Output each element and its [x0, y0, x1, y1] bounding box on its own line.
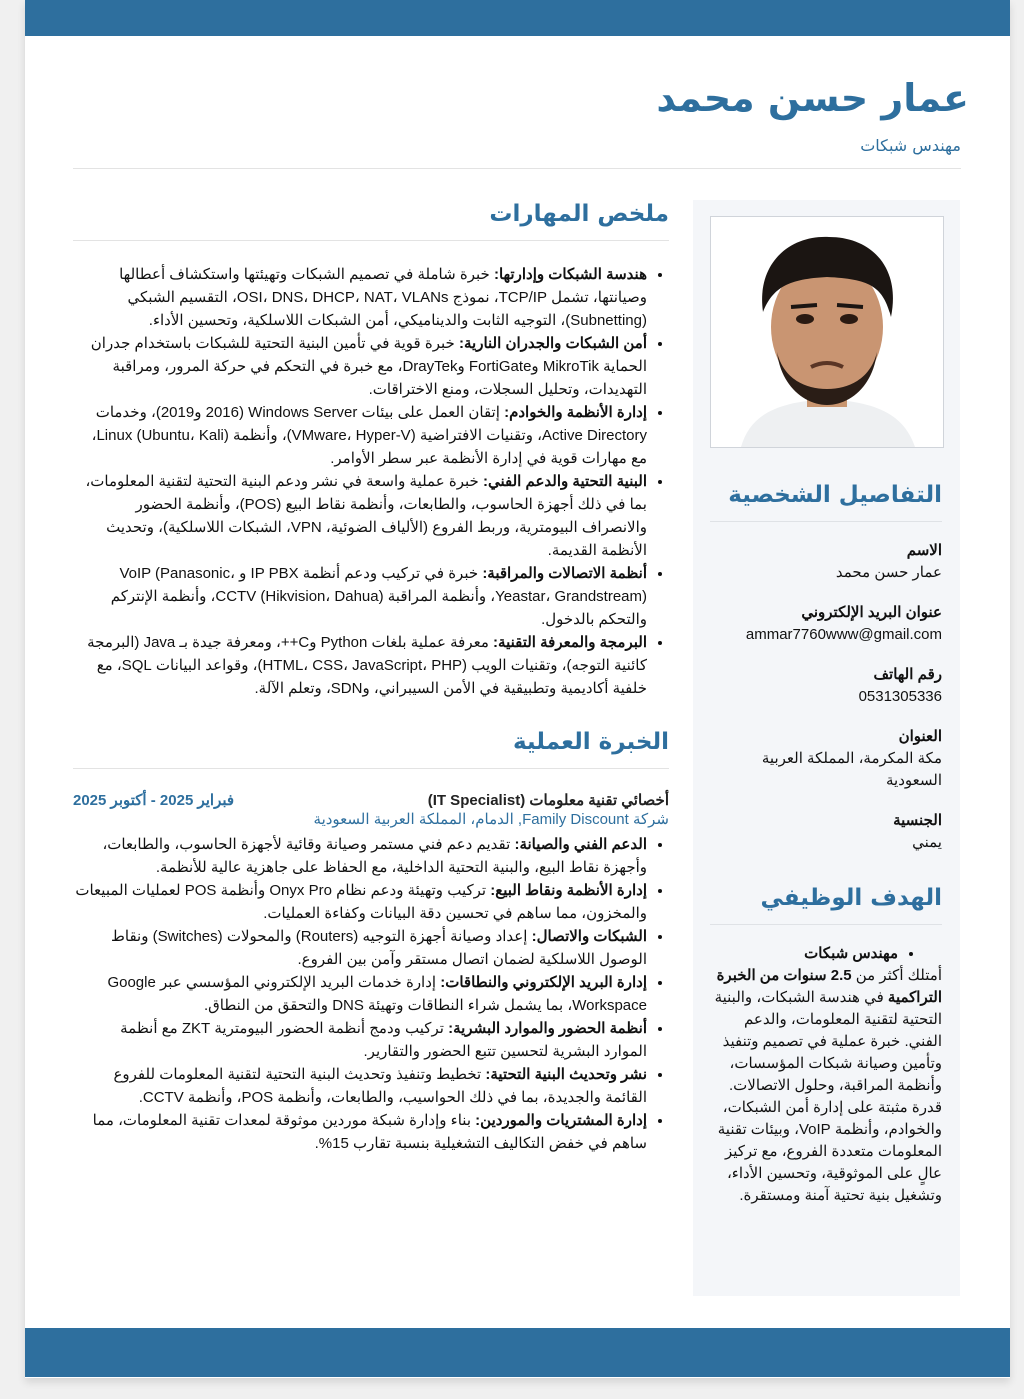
detail-value: مكة المكرمة، المملكة العربية السعودية — [761, 750, 942, 790]
job-bullet-label: إدارة البريد الإلكتروني والنطاقات: — [440, 974, 647, 991]
job-bullet — [73, 879, 647, 925]
job-entry — [73, 791, 669, 1155]
job-bullet-label: الدعم الفني والصيانة: — [514, 836, 647, 853]
skill-item — [73, 263, 647, 332]
job-bullet — [73, 971, 647, 1017]
job-bullet-label: إدارة المشتريات والموردين: — [475, 1112, 647, 1129]
detail-label: عنوان البريد الإلكتروني — [801, 604, 942, 622]
job-bullet-label: إدارة الأنظمة ونقاط البيع: — [490, 882, 647, 899]
job-bullet — [73, 833, 647, 879]
job-bullet-text: إدارة خدمات البريد الإلكتروني المؤسسي عبر Google Workspace، بما يشمل شراء النطاقات وتهيئة DNS والتحقق من النطاق. — [107, 974, 647, 1014]
job-bullet-text: تركيب وتهيئة ودعم نظام Onyx Pro وأنظمة POS لعمليات المبيعات والمخزون، مما ساهم في تحسين دقة البيانات وكفاءة العمليات. — [75, 882, 647, 922]
resume-page — [25, 0, 1010, 1378]
skills-heading: ملخص المهارات — [73, 196, 669, 241]
skills-section — [73, 196, 669, 700]
objective-section — [710, 943, 942, 1207]
objective-bullet: • مهندس شبكات — [710, 943, 898, 965]
sidebar-content — [710, 458, 942, 1207]
job-bullet-text: تركيب ودمج أنظمة الحضور البيومترية ZKT مع أنظمة الموارد البشرية لتحسين تتبع الحضور والتقارير. — [120, 1020, 647, 1060]
detail-value: يمني — [912, 834, 942, 852]
skills-list — [73, 263, 669, 700]
bottom-accent-bar — [25, 1328, 1010, 1377]
skill-label: البنية التحتية والدعم الفني: — [482, 473, 647, 490]
phone-value: 0531305336 — [858, 688, 942, 706]
profile-photo — [710, 216, 944, 448]
detail-address — [710, 726, 942, 792]
skill-text: خبرة شاملة في تصميم الشبكات وتهيئتها واستكشاف أعطالها وصيانتها، تشمل TCP/IP، نموذج OSI، DNS، DHCP، NAT، VLANs، التقسيم الشبكي (Subnetting)، التوجيه الثابت والديناميكي، أمن الشبكات اللاسلكية، وتحسين الأداء. — [119, 266, 647, 329]
objective-text-end: في هندسة الشبكات، والبنية التحتية لتقنية المعلومات، والدعم الفني. خبرة عملية في تصميم وتنفيذ وتأمين وصيانة شبكات المؤسسات، وأنظمة المراقبة، وحلول الاتصالات. قدرة مثبتة على إدارة أمن الشبكات، والخوادم، وأنظمة VoIP، وبيئات تقنية المعلومات متعددة الفروع، مع تركيز عالٍ على الموثوقية، وتحسين الأداء، وتشغيل بنية تحتية آمنة ومستقرة. — [714, 989, 942, 1205]
job-company: شركة Family Discount, الدمام، المملكة العربية السعودية — [313, 811, 669, 828]
skill-text: خبرة في تركيب ودعم أنظمة IP PBX و VoIP (Panasonic، Yeastar، Grandstream)، وأنظمة المراقبة CCTV (Hikvision، Dahua)، وأنظمة الإنتركم والتحكم بالدخول. — [110, 565, 647, 628]
skill-item — [73, 631, 647, 700]
job-dates: فبراير 2025 - أكتوبر 2025 — [73, 792, 235, 809]
skill-item — [73, 401, 647, 470]
job-bullets — [73, 833, 669, 1155]
job-header — [73, 791, 669, 809]
skill-label: أنظمة الاتصالات والمراقبة: — [482, 565, 647, 582]
skill-label: البرمجة والمعرفة التقنية: — [493, 634, 647, 651]
job-title: أخصائي تقنية معلومات (IT Specialist) — [427, 792, 669, 809]
skill-label: أمن الشبكات والجدران النارية: — [459, 335, 647, 352]
skill-label: هندسة الشبكات وإدارتها: — [493, 266, 647, 283]
experience-heading: الخبرة العملية — [73, 724, 669, 769]
top-accent-bar — [25, 0, 1010, 36]
job-bullet — [73, 1017, 647, 1063]
candidate-title: مهندس شبكات — [860, 136, 961, 155]
main-column — [73, 196, 669, 1155]
skill-text: معرفة عملية بلغات Python وC++، ومعرفة جيدة بـ Java (البرمجة كائنية التوجه)، وتقنيات الويب (HTML، CSS، JavaScript، PHP)، وقواعد البيانات SQL، مع خلفية أكاديمية وتطبيقية في الأمن السيبراني، وSDN، وتعلم الآلة. — [87, 634, 647, 697]
skill-item — [73, 562, 647, 631]
job-bullet-label: نشر وتحديث البنية التحتية: — [485, 1066, 647, 1083]
job-bullet-label: الشبكات والاتصال: — [531, 928, 647, 945]
skill-text: خبرة عملية واسعة في نشر ودعم البنية التحتية لتقنية المعلومات، بما في ذلك أجهزة الحاسوب، والطابعات، وأنظمة نقاط البيع (POS)، وأنظمة الحضور والانصراف البيومترية، وربط الفروع (الألياف الضوئية، VPN، الشبكات اللاسلكية)، وتحديث الأنظمة القديمة. — [85, 473, 647, 559]
objective-text-start: أمتلك أكثر من — [851, 967, 942, 985]
job-bullet-text: بناء وإدارة شبكة موردين موثوقة لمعدات تقنية المعلومات، مما ساهم في خفض التكاليف التشغيلية بنسبة تقارب 15%. — [92, 1112, 647, 1152]
detail-label: العنوان — [898, 728, 942, 746]
sidebar — [693, 200, 960, 1296]
job-bullet — [73, 1063, 647, 1109]
detail-name — [710, 540, 942, 584]
job-bullet — [73, 1109, 647, 1155]
skill-text: إتقان العمل على بيئات Windows Server (2016 و2019)، وخدمات Active Directory، وتقنيات الافتراضية (VMware، Hyper-V)، وأنظمة Linux (Ubuntu، Kali)، مع مهارات قوية في إدارة الأنظمة عبر سطر الأوامر. — [91, 404, 647, 467]
objective-heading: الهدف الوظيفي — [710, 880, 942, 925]
detail-label: الاسم — [906, 542, 942, 560]
detail-phone — [710, 664, 942, 708]
detail-label: الجنسية — [893, 812, 942, 830]
skill-text: خبرة قوية في تأمين البنية التحتية للشبكات باستخدام جدران الحماية MikroTik وFortiGate وDrayTek، مع خبرة في التحكم في حركة المرور، ومراقبة التهديدات، وتحليل السجلات، ومنع الاختراقات. — [90, 335, 647, 398]
detail-nationality — [710, 810, 942, 854]
detail-email — [710, 602, 942, 646]
experience-section — [73, 724, 669, 1155]
job-bullet — [73, 925, 647, 971]
person-portrait-icon — [711, 217, 943, 447]
job-bullet-text: تخطيط وتنفيذ وتحديث البنية التحتية لتقنية المعلومات للفروع القائمة والجديدة، بما في ذلك الحواسيب، والطابعات، وأنظمة POS، وأنظمة CCTV. — [113, 1066, 647, 1106]
detail-value: عمار حسن محمد — [835, 564, 942, 582]
personal-details-heading: التفاصيل الشخصية — [710, 477, 942, 522]
job-bullet-text: تقديم دعم فني مستمر وصيانة وقائية لأجهزة الحاسوب، والطابعات، وأجهزة نقاط البيع، والبنية التحتية الداخلية، مع الحفاظ على جاهزية عالية للأنظمة. — [102, 836, 647, 876]
resume-header — [73, 70, 969, 169]
job-bullet-text: إعداد وصيانة أجهزة التوجيه (Routers) والمحولات (Switches) ونقاط الوصول اللاسلكية لضمان اتصال مستقر وآمن بين الفروع. — [111, 928, 647, 968]
objective-text-bold: 2.5 سنوات من الخبرة التراكمية — [716, 967, 942, 1007]
skill-label: إدارة الأنظمة والخوادم: — [504, 404, 647, 421]
job-bullet-label: أنظمة الحضور والموارد البشرية: — [448, 1020, 647, 1037]
skill-item — [73, 470, 647, 562]
skill-item — [73, 332, 647, 401]
email-link[interactable]: ammar7760www@gmail.com — [745, 626, 942, 644]
objective-list — [710, 943, 942, 965]
candidate-name: عمار حسن محمد — [656, 76, 969, 120]
detail-label: رقم الهاتف — [873, 666, 942, 684]
objective-text — [710, 965, 942, 1207]
